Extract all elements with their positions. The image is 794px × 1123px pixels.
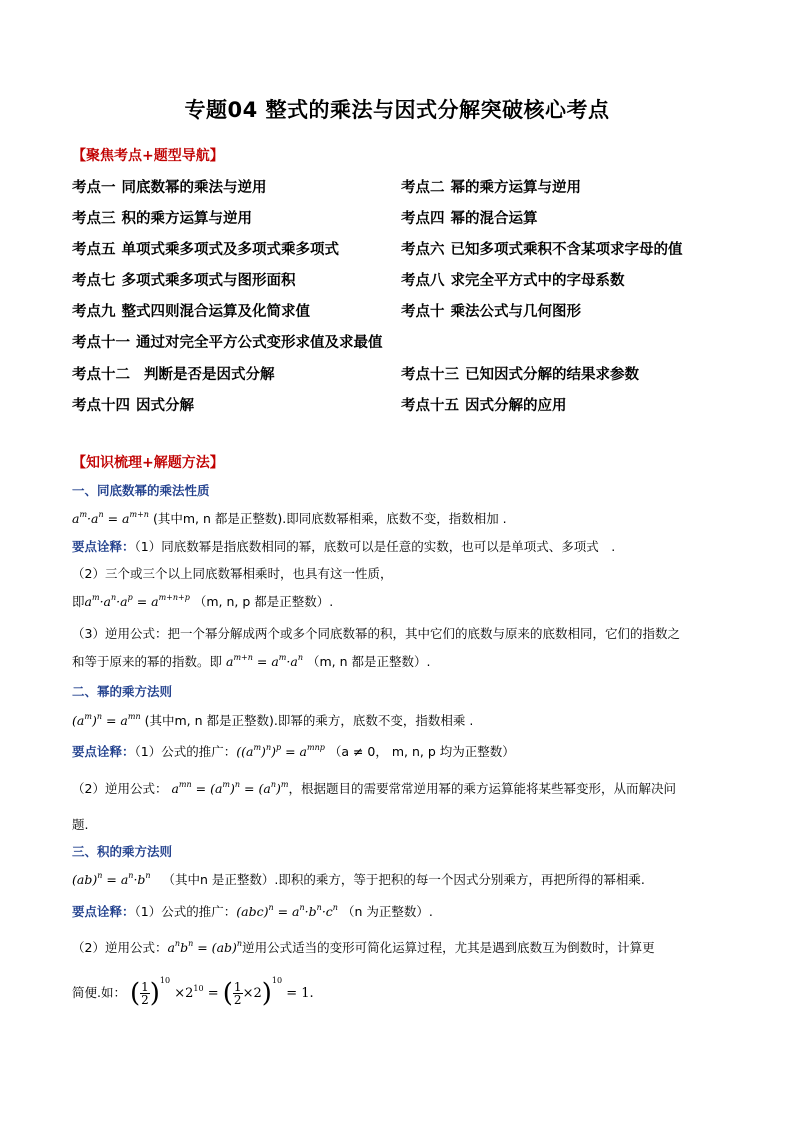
knowledge-header: 【知识梳理+解题方法】 [72,455,224,471]
example-formula: ( $\frac{1}{2}$ )$^{10} \times 2^{10}$ = ( $\frac{1}{2}$ ×2)$^{10}$ = 1. [129,976,314,1009]
topic-item: 考点一 同底数幂的乘法与逆用 [72,180,267,196]
topic-item: 考点十 乘法公式与几何图形 [401,304,581,320]
formula-line [72,509,507,527]
note-line: （2）逆用公式： $a^{mn} = (a^m)^n = (a^n)^m$，根据题目的需要常常逆用幂的乘方运算能将某些幂变形，从而解决问 [72,780,676,796]
section-title: 一、同底数幂的乘法性质 [72,483,210,498]
note-line: （3）逆用公式：把一个幂分解成两个或多个同底数幂的积，其中它们的底数与原来的底数相同，它们的指数之 [72,626,680,641]
formula-line [72,870,645,888]
formula: $a^{m+n} = a^m\cdot a^n$ [226,653,303,669]
topic-item: 考点八 求完全平方式中的字母系数 [401,273,625,289]
note-line: （2）逆用公式：$a^nb^n = (ab)^n$逆用公式适当的变形可简化运算过程，尤其是遇到底数互为倒数时，计算更 [72,939,655,955]
topic-item: 考点十五 因式分解的应用 [401,398,567,414]
note-line: （2）三个或三个以上同底数幂相乘时，也具有这一性质， [72,566,393,581]
formula: $a^nb^n = (ab)^n$ [167,939,243,955]
note-line: 题. [72,817,89,832]
topic-item: 考点十一 通过对完全平方公式变形求值及求最值 [72,335,383,351]
topic-item: 考点十四 因式分解 [72,398,194,414]
rule-text: (其中m, n 都是正整数).即幂的乘方，底数不变，指数相乘 . [144,713,474,728]
page-title: 专题04 整式的乘法与因式分解突破核心考点 [184,98,610,122]
rule-text: (其中m, n 都是正整数).即同底数幂相乘，底数不变，指数相加 . [152,511,507,526]
formula: $a^m\cdot a^n\cdot a^p = a^{m+n+p}$ [84,593,190,609]
formula: $((a^m)^n)^p = a^{mnp}$ [236,743,325,759]
topic-item: 考点十二 判断是否是因式分解 [72,367,275,383]
rule-text: （其中n 是正整数）.即积的乘方，等于把积的每一个因式分别乘方，再把所得的幂相乘. [162,872,645,887]
key-label: 要点诠释： [72,539,135,554]
note-line: 要点诠释：（1）公式的推广：$(abc)^n = a^n\cdot b^n\cdot c^n$ （n 为正整数）. [72,903,433,919]
key-label: 要点诠释： [72,744,135,759]
topic-item: 考点二 幂的乘方运算与逆用 [401,180,581,196]
note-line: 要点诠释：（1）同底数幂是指底数相同的幂，底数可以是任意的实数，也可以是单项式、多项式 . [72,539,616,554]
example-line: 简便.如： ( $\frac{1}{2}$ )$^{10} \times 2^{10}$ = ( $\frac{1}{2}$ ×2)$^{10}$ = 1. [72,976,314,1009]
topic-item: 考点三 积的乘方运算与逆用 [72,211,252,227]
formula: $(a^m)^n = a^{mn}$ [72,712,141,728]
formula: $a^m\cdot a^n = a^{m+n}$ [72,510,149,526]
note-line: 和等于原来的幂的指数。即 $a^{m+n} = a^m\cdot a^n$ （m, n 都是正整数）. [72,653,431,669]
section-title: 三、积的乘方法则 [72,844,173,859]
topic-item: 考点十三 已知因式分解的结果求参数 [401,367,639,383]
topic-item: 考点九 整式四则混合运算及化简求值 [72,304,310,320]
topic-item: 考点六 已知多项式乘积不含某项求字母的值 [401,242,683,258]
key-label: 要点诠释： [72,904,135,919]
formula-line [72,711,473,729]
formula: $(abc)^n = a^n\cdot b^n\cdot c^n$ [236,903,338,919]
note-line: 要点诠释：（1）公式的推广：$((a^m)^n)^p = a^{mnp}$ （a ≠ 0， m, n, p 均为正整数） [72,743,515,759]
section-title: 二、幂的乘方法则 [72,684,173,699]
formula: $(ab)^n = a^n\cdot b^n$ [72,871,151,887]
nav-header: 【聚焦考点+题型导航】 [72,148,224,164]
topic-item: 考点五 单项式乘多项式及多项式乘多项式 [72,242,339,258]
topic-item: 考点七 多项式乘多项式与图形面积 [72,273,296,289]
topic-item: 考点四 幂的混合运算 [401,211,538,227]
note-line: 即$a^m\cdot a^n\cdot a^p = a^{m+n+p}$ （m, n, p 都是正整数）. [72,593,334,609]
formula: $a^{mn} = (a^m)^n = (a^n)^m$ [171,780,289,796]
